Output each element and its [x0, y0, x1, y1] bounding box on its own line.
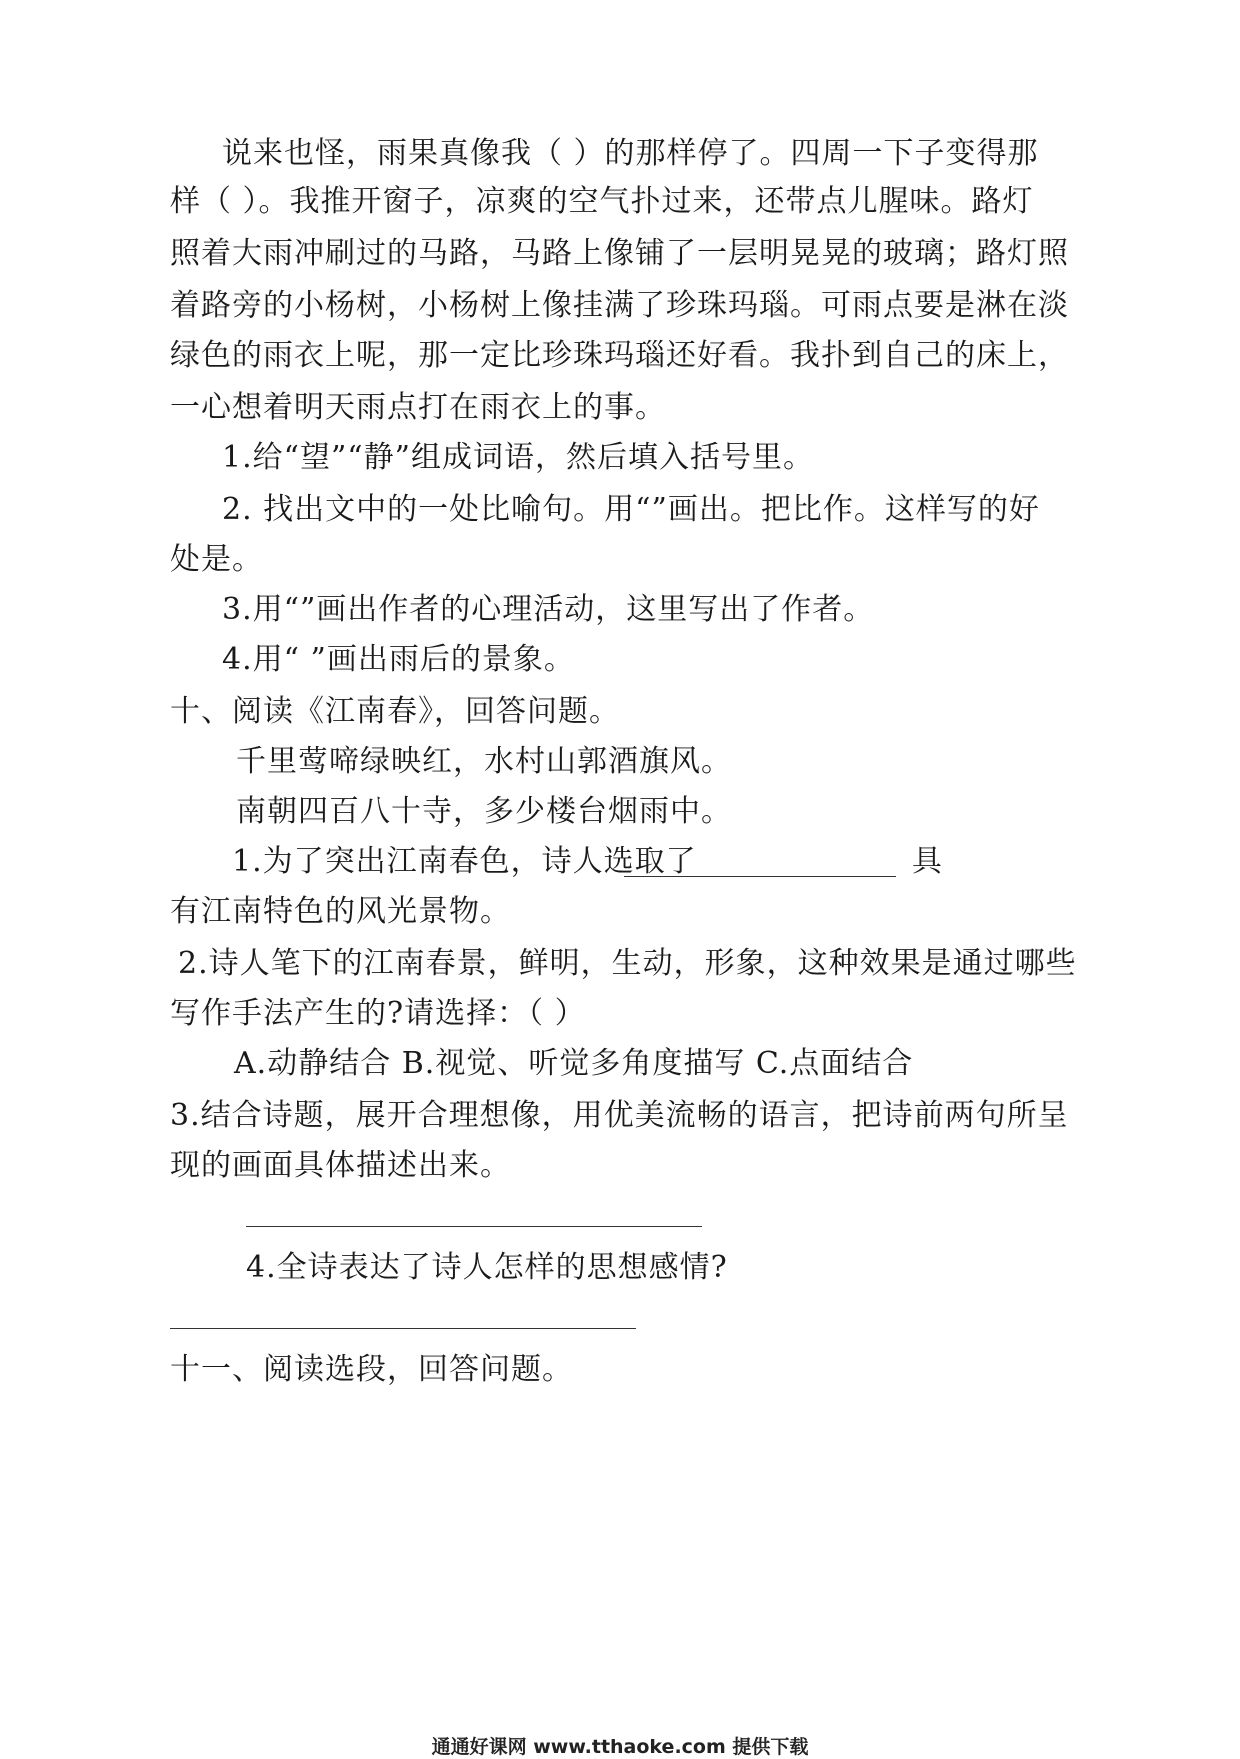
- section-11-heading: 十一、阅读选段，回答问题。: [170, 1352, 573, 1387]
- poem-line: 千里莺啼绿映红，水村山郭酒旗风。: [236, 744, 732, 779]
- passage-line: 样（ ）。我推开窗子，凉爽的空气扑过来，还带点儿腥味。路灯: [170, 184, 1034, 219]
- s10-question-4: 4.全诗表达了诗人怎样的思想感情?: [246, 1250, 728, 1285]
- answer-line[interactable]: [246, 1226, 702, 1227]
- answer-line[interactable]: [170, 1328, 636, 1329]
- s10-question-3-cont: 现的画面具体描述出来。: [170, 1148, 511, 1183]
- s10-question-1-suffix: 具: [912, 844, 943, 879]
- s10-question-2: 2.诗人笔下的江南春景，鲜明，生动，形象，这种效果是通过哪些: [178, 946, 1077, 981]
- answer-blank[interactable]: [624, 876, 896, 877]
- s10-question-2-cont: 写作手法产生的?请选择：（ ）: [170, 996, 586, 1031]
- s10-question-1-cont: 有江南特色的风光景物。: [170, 894, 511, 929]
- footer-credit: 通通好课网 www.tthaoke.com 提供下载: [431, 1736, 809, 1758]
- s10-question-1: 1.为了突出江南春色，诗人选取了: [232, 844, 697, 879]
- passage-line: 一心想着明天雨点打在雨衣上的事。: [170, 390, 666, 425]
- poem-line: 南朝四百八十寺，多少楼台烟雨中。: [236, 794, 732, 829]
- question-2: 2. 找出文中的一处比喻句。用“”画出。把比作。这样写的好: [222, 492, 1040, 527]
- passage-line: 照着大雨冲刷过的马路，马路上像铺了一层明晃晃的玻璃；路灯照: [170, 236, 1069, 271]
- s10-question-3: 3.结合诗题，展开合理想像，用优美流畅的语言，把诗前两句所呈: [170, 1098, 1069, 1133]
- section-10-heading: 十、阅读《江南春》，回答问题。: [170, 694, 620, 729]
- passage-line: 着路旁的小杨树，小杨树上像挂满了珍珠玛瑙。可雨点要是淋在淡: [170, 288, 1069, 323]
- passage-line: 绿色的雨衣上呢，那一定比珍珠玛瑙还好看。我扑到自己的床上，: [170, 338, 1069, 373]
- question-1: 1.给“望”“静”组成词语，然后填入括号里。: [222, 440, 814, 475]
- question-3: 3.用“”画出作者的心理活动，这里写出了作者。: [222, 592, 875, 627]
- s10-question-2-options: A.动静结合 B.视觉、听觉多角度描写 C.点面结合: [234, 1046, 914, 1081]
- passage-line: 说来也怪，雨果真像我（ ）的那样停了。四周一下子变得那: [222, 136, 1039, 171]
- question-4: 4.用“ ”画出雨后的景象。: [222, 642, 575, 677]
- question-2-cont: 处是。: [170, 542, 263, 577]
